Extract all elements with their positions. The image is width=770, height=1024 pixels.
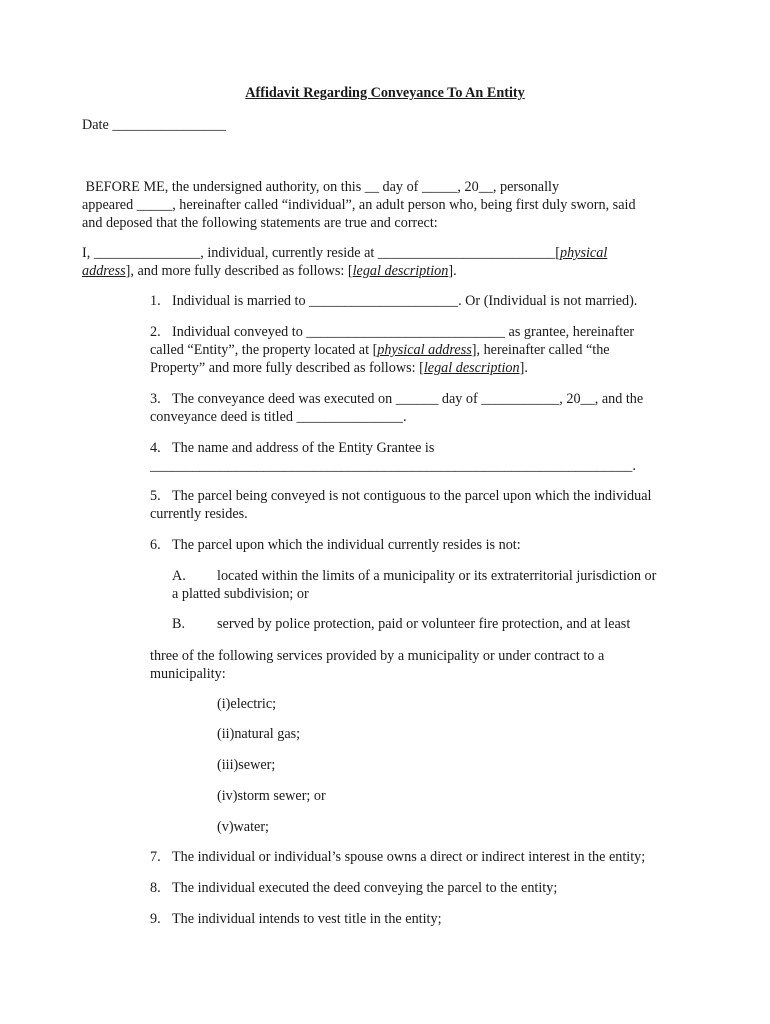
item-4-line-1	[150, 439, 690, 457]
list-item-9	[150, 910, 690, 928]
item-text: Individual conveyed to ____________________________ as grantee, hereinafter	[172, 324, 635, 340]
item-2-line-2	[150, 341, 690, 359]
service-natural-gas: (ii)natural gas;	[217, 726, 301, 742]
sub-item-text: located within the limits of a municipality or its extraterritorial jurisdiction or	[217, 568, 657, 584]
physical-address-placeholder: physical address	[377, 342, 472, 358]
item-number: 9.	[150, 911, 161, 927]
sub-item-text: served by police protection, paid or volunteer fire protection, and at least	[217, 616, 631, 632]
sub-item-a	[172, 567, 692, 603]
list-item-3	[150, 390, 690, 426]
item-text: ], hereinafter called “the	[471, 342, 610, 358]
item-number: 6.	[150, 537, 161, 553]
before-me-paragraph	[82, 178, 682, 232]
list-item-5	[150, 487, 690, 523]
item-text: Individual is married to _____________________. Or (Individual is not married).	[172, 293, 638, 309]
item-text: called “Entity”, the property located at [	[150, 342, 378, 358]
item-5-line-2: currently resides.	[150, 506, 248, 522]
intro-line-1	[82, 244, 682, 262]
item-2-line-3	[150, 359, 690, 377]
item-3-line-2: conveyance deed is titled _______________.	[150, 409, 407, 425]
list-item-6	[150, 536, 690, 554]
item-number: 3.	[150, 391, 161, 407]
item-2-line-1	[150, 323, 690, 341]
list-item-4	[150, 439, 690, 475]
item-3-line-1	[150, 390, 690, 408]
intro-text-2: ], and more fully described as follows: [	[125, 263, 353, 279]
item-number: 4.	[150, 440, 161, 456]
legal-description-placeholder: legal description	[423, 360, 520, 376]
item-4-line-2: ____________________________________________________________________.	[150, 458, 636, 474]
sub-item-b	[172, 615, 692, 633]
service-sewer: (iii)sewer;	[217, 757, 276, 773]
service-electric: (i)electric;	[217, 696, 277, 712]
item-text: The parcel being conveyed is not contiguous to the parcel upon which the individual	[172, 488, 652, 504]
item-text: The parcel upon which the individual currently resides is not:	[172, 537, 521, 553]
before-me-line-1: BEFORE ME, the undersigned authority, on this __ day of _____, 20__, personally	[82, 179, 560, 195]
intro-line-2	[82, 262, 682, 280]
item-text: The name and address of the Entity Grantee is	[172, 440, 435, 456]
services-intro	[150, 647, 690, 683]
item-text: Property” and more fully described as follows: [	[150, 360, 424, 376]
sub-item-letter: B.	[172, 616, 186, 632]
list-item-7	[150, 848, 690, 866]
services-intro-line-2: municipality:	[150, 666, 226, 682]
list-item-8	[150, 879, 690, 897]
service-storm-sewer: (iv)storm sewer; or	[217, 788, 326, 804]
item-text: The individual intends to vest title in the entity;	[172, 911, 442, 927]
item-number: 7.	[150, 849, 161, 865]
item-number: 1.	[150, 293, 161, 309]
item-number: 5.	[150, 488, 161, 504]
item-number: 8.	[150, 880, 161, 896]
before-me-line-2: appeared _____, hereinafter called “individual”, an adult person who, being first duly sworn, said	[82, 197, 636, 213]
date-field-line: Date ________________	[82, 117, 226, 133]
services-intro-line-1: three of the following services provided by a municipality or under contract to a	[150, 648, 605, 664]
service-water: (v)water;	[217, 819, 269, 835]
item-text: ].	[519, 360, 528, 376]
intro-text-1: I, _______________, individual, currently reside at _________________________[	[82, 245, 560, 261]
intro-paragraph	[82, 244, 682, 280]
list-item-2	[150, 323, 690, 377]
intro-text-3: ].	[448, 263, 457, 279]
item-number: 2.	[150, 324, 161, 340]
sub-a-line-2: a platted subdivision; or	[172, 586, 309, 602]
item-text: The conveyance deed was executed on ______ day of ___________, 20__, and the	[172, 391, 644, 407]
item-text: The individual or individual’s spouse owns a direct or indirect interest in the entity;	[172, 849, 646, 865]
list-item-1	[150, 292, 690, 310]
item-text: The individual executed the deed conveying the parcel to the entity;	[172, 880, 558, 896]
physical-address-placeholder: physical	[559, 245, 608, 261]
physical-address-placeholder-cont: address	[82, 263, 126, 279]
document-title: Affidavit Regarding Conveyance To An Entity	[245, 85, 525, 101]
item-5-line-1	[150, 487, 690, 505]
legal-description-placeholder: legal description	[352, 263, 449, 279]
sub-a-line-1	[172, 567, 692, 585]
before-me-line-3: and deposed that the following statements are true and correct:	[82, 215, 438, 231]
sub-item-letter: A.	[172, 568, 186, 584]
